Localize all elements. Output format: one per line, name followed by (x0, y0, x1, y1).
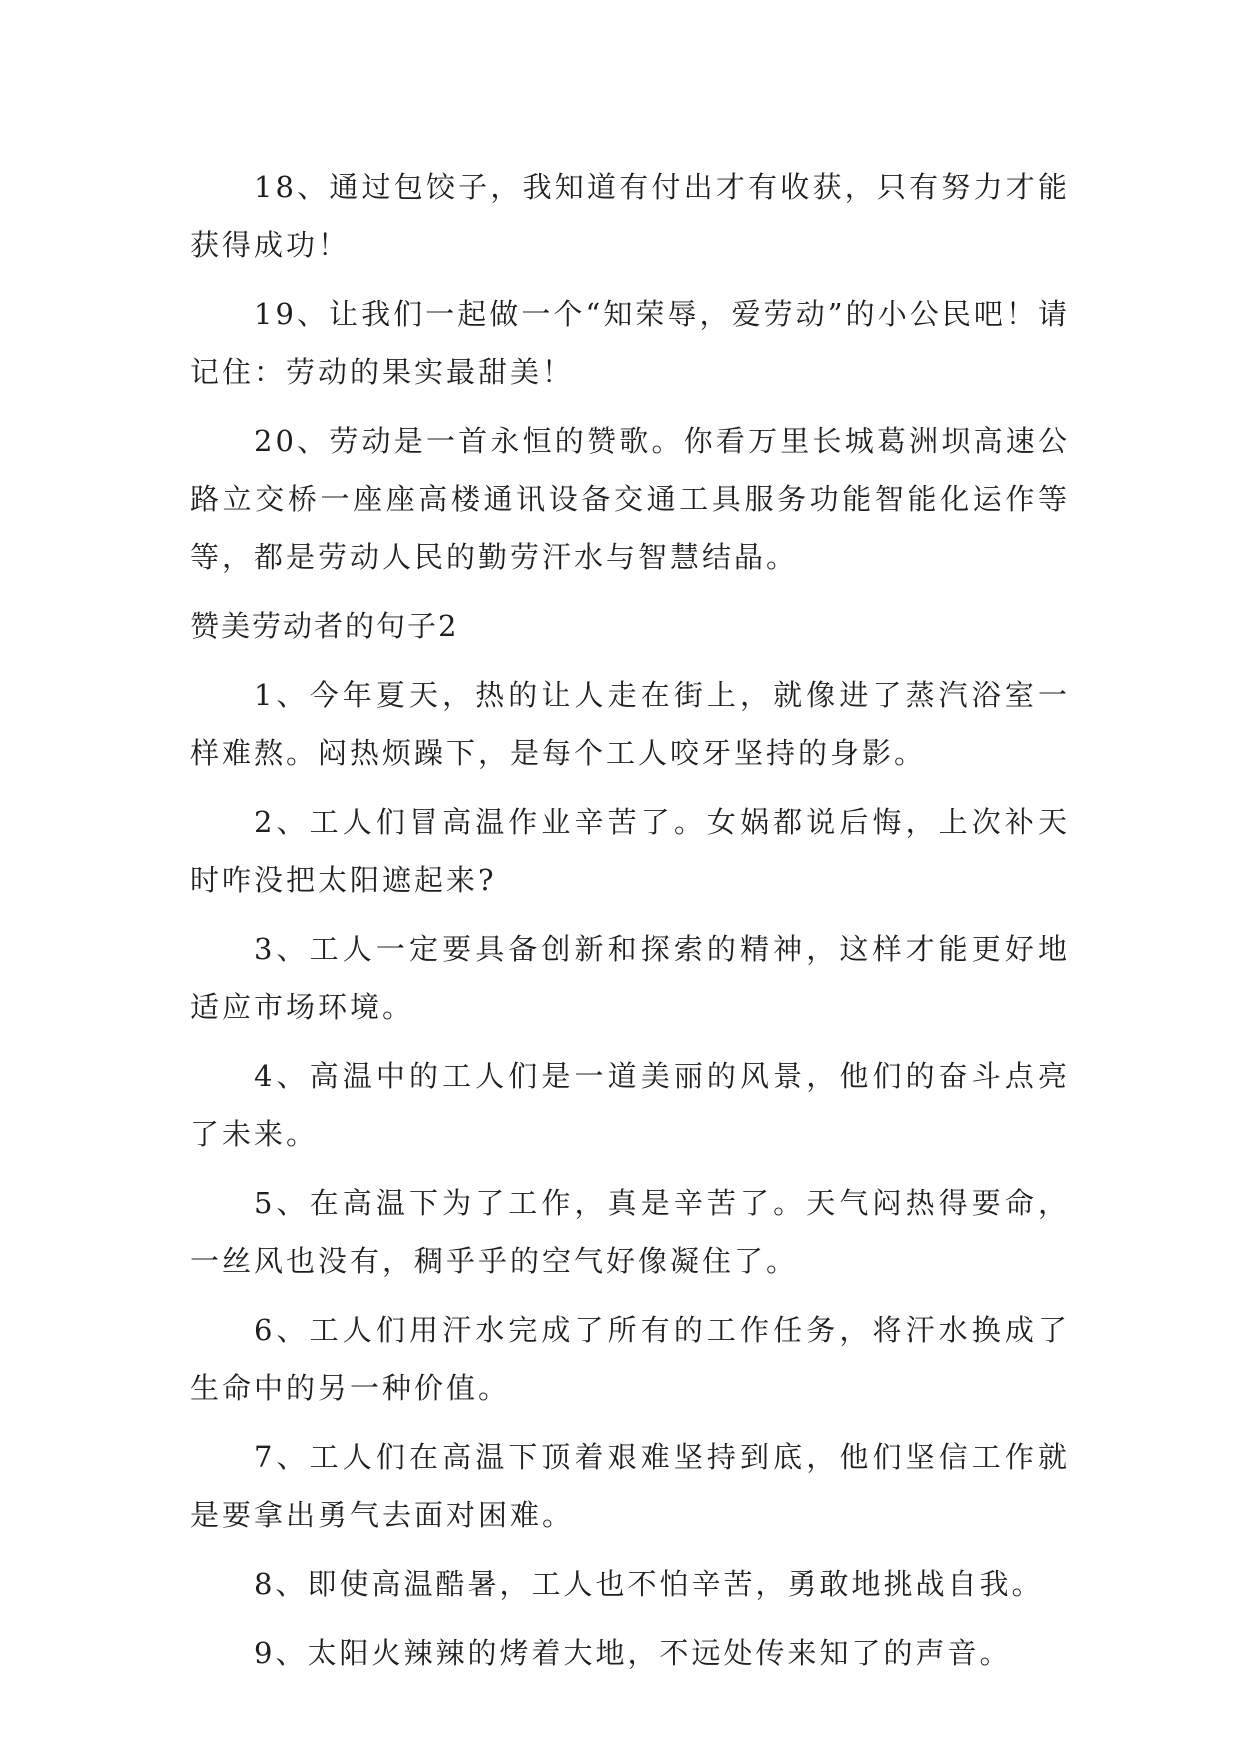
document-body (190, 158, 1070, 1693)
paragraph-4: 4、高温中的工人们是一道美丽的风景，他们的奋斗点亮了未来。 (190, 1059, 1070, 1151)
paragraph-7: 7、工人们在高温下顶着艰难坚持到底，他们坚信工作就是要拿出勇气去面对困难。 (190, 1440, 1070, 1532)
paragraph-3: 3、工人一定要具备创新和探索的精神，这样才能更好地适应市场环境。 (190, 932, 1070, 1024)
paragraph-19: 19、让我们一起做一个“知荣辱，爱劳动”的小公民吧！请记住：劳动的果实最甜美！ (190, 297, 1070, 389)
paragraph-1: 1、今年夏天，热的让人走在街上，就像进了蒸汽浴室一样难熬。闷热烦躁下，是每个工人咬牙坚持的身影。 (190, 678, 1070, 770)
paragraph-2: 2、工人们冒高温作业辛苦了。女娲都说后悔，上次补天时咋没把太阳遮起来? (190, 805, 1070, 897)
paragraph-20: 20、劳动是一首永恒的赞歌。你看万里长城葛洲坝高速公路立交桥一座座高楼通讯设备交通工具服务功能智能化运作等等，都是劳动人民的勤劳汗水与智慧结晶。 (190, 424, 1070, 574)
paragraph-5: 5、在高温下为了工作，真是辛苦了。天气闷热得要命，一丝风也没有，稠乎乎的空气好像凝住了。 (190, 1186, 1070, 1278)
paragraph-6: 6、工人们用汗水完成了所有的工作任务，将汗水换成了生命中的另一种价值。 (190, 1313, 1070, 1405)
section-heading: 赞美劳动者的句子2 (190, 609, 459, 643)
paragraph-8: 8、即使高温酷暑，工人也不怕辛苦，勇敢地挑战自我。 (254, 1567, 1044, 1601)
paragraph-18: 18、通过包饺子，我知道有付出才有收获，只有努力才能获得成功！ (190, 170, 1070, 262)
paragraph-9: 9、太阳火辣辣的烤着大地，不远处传来知了的声音。 (254, 1636, 1012, 1670)
